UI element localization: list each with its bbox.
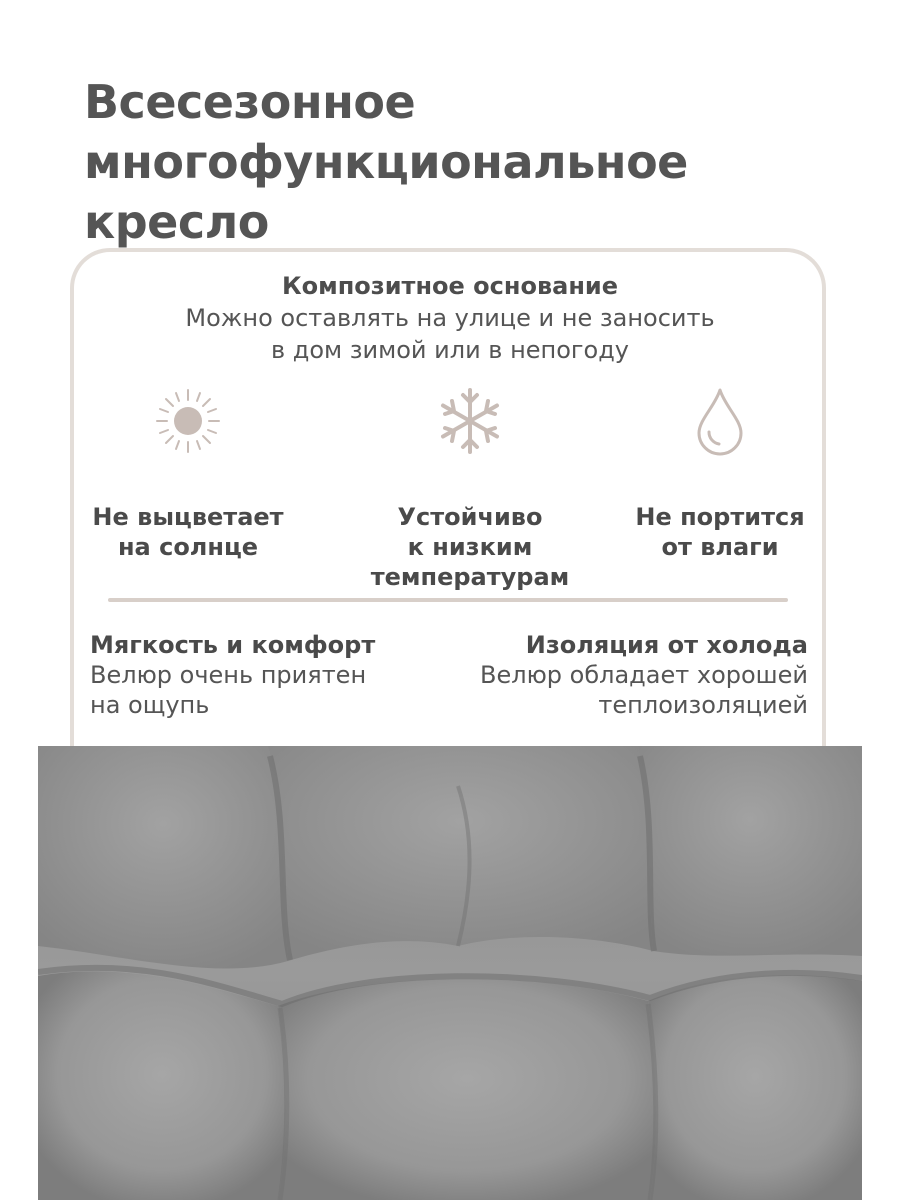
feature-cold-line-1: Устойчиво (397, 503, 543, 531)
comfort-block (90, 630, 450, 720)
cushion-illustration (38, 746, 862, 1200)
velour-cushion-image (38, 746, 862, 1200)
feature-cold (340, 386, 600, 592)
title-line-2: многофункциональное (84, 135, 688, 189)
feature-moisture-line-2: от влаги (661, 533, 779, 561)
page-title (84, 72, 864, 252)
feature-sun-label (58, 502, 318, 562)
feature-moisture-line-1: Не портится (635, 503, 805, 531)
insulation-text-line-2: теплоизоляцией (598, 691, 808, 719)
insulation-block (430, 630, 808, 720)
comfort-heading: Мягкость и комфорт (90, 631, 376, 659)
base-text-line-1: Можно оставлять на улице и не заносить (185, 304, 715, 332)
feature-cold-label (340, 502, 600, 592)
section-divider (108, 598, 788, 602)
comfort-text-line-1: Велюр очень приятен (90, 661, 367, 689)
feature-sun (58, 386, 318, 562)
feature-sun-line-1: Не выцветает (92, 503, 284, 531)
insulation-text-line-1: Велюр обладает хорошей (480, 661, 808, 689)
feature-sun-line-2: на солнце (117, 533, 259, 561)
feature-cold-line-2: к низким (407, 533, 533, 561)
title-line-3: кресло (84, 195, 269, 249)
insulation-heading: Изоляция от холода (525, 631, 808, 659)
comfort-text-line-2: на ощупь (90, 691, 210, 719)
feature-moisture (590, 386, 850, 562)
base-text-line-2: в дом зимой или в непогоду (270, 336, 630, 364)
feature-moisture-label (590, 502, 850, 562)
water-drop-icon (685, 386, 755, 456)
feature-cold-line-3: температурам (370, 563, 570, 591)
base-description (0, 302, 900, 366)
title-line-1: Всесезонное (84, 75, 416, 129)
sun-icon (153, 386, 223, 456)
base-heading: Композитное основание (281, 272, 618, 300)
snowflake-icon (435, 386, 505, 456)
